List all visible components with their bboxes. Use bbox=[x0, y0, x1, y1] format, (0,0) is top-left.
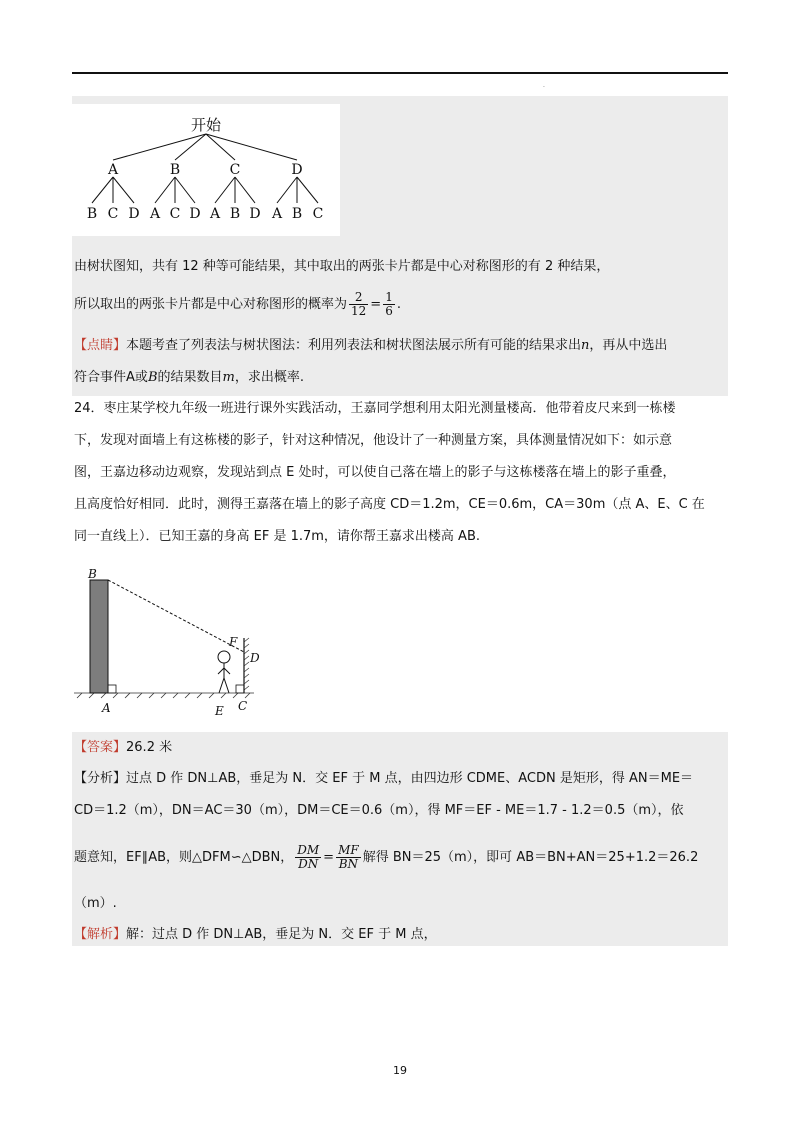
dianjing-text: ，再从中选出 bbox=[589, 338, 668, 353]
tree-root: 开始 bbox=[190, 116, 222, 134]
dianjing-text: ，求出概率. bbox=[234, 370, 304, 385]
page-number: 19 bbox=[393, 1064, 407, 1077]
question-24-line-5: 同一直线上）．已知王嘉的身高 EF 是 1.7m，请你帮王嘉求出楼高 AB. bbox=[74, 529, 481, 544]
question-24-line-3: 图，王嘉边移动边观察，发现站到点 E 处时，可以使自己落在墙上的影子与这栋楼落在墙上的影子重叠， bbox=[74, 465, 676, 480]
fraction-1-6 bbox=[383, 291, 395, 318]
fraction-denominator: DN bbox=[298, 857, 319, 871]
label-e: E bbox=[215, 704, 224, 718]
dianjing-line-1 bbox=[74, 337, 667, 355]
tree-leaf: D bbox=[189, 206, 201, 222]
probability-line bbox=[74, 291, 401, 319]
fraction-numerator: 1 bbox=[385, 290, 393, 304]
fraction-numerator: MF bbox=[338, 843, 359, 857]
dianjing-line-2 bbox=[74, 369, 304, 387]
tree-leaf: B bbox=[229, 206, 241, 222]
analysis-tag: 【分析】 bbox=[74, 771, 127, 786]
tree-leaf: B bbox=[291, 206, 303, 222]
analysis-line-2: CD＝1.2（m），DN＝AC＝30（m），DM＝CE＝0.6（m），得 MF＝EF - ME＝1.7 - 1.2＝0.5（m），依 bbox=[74, 803, 684, 818]
answer-line bbox=[74, 739, 172, 757]
label-f: F bbox=[229, 635, 238, 649]
tree-node-b: B bbox=[169, 162, 181, 178]
analysis-text: 解得 BN＝25（m），即可 AB＝BN+AN＝25+1.2＝26.2 bbox=[362, 850, 699, 865]
tree-leaf: D bbox=[249, 206, 261, 222]
dianjing-text: 本题考查了列表法与树状图法：利用列表法和树状图法展示所有可能的结果求出 bbox=[126, 338, 582, 353]
analysis-line-1 bbox=[74, 770, 693, 788]
dianjing-text: 或 bbox=[134, 370, 148, 385]
fraction-numerator: DM bbox=[297, 843, 320, 857]
analysis-text: 题意知，EF∥AB，则△DFM∽△DBN， bbox=[74, 850, 294, 865]
fraction-dm-dn bbox=[295, 844, 321, 871]
probability-text: 所以取出的两张卡片都是中心对称图形的概率为 bbox=[74, 297, 348, 312]
equals-sign: = bbox=[370, 297, 382, 312]
header-dot: . bbox=[543, 82, 545, 89]
fraction-numerator: 2 bbox=[349, 291, 368, 305]
building-shadow-figure bbox=[72, 560, 272, 720]
period: . bbox=[396, 297, 401, 312]
solution-tag: 【解析】 bbox=[74, 927, 127, 942]
label-c: C bbox=[238, 699, 248, 713]
analysis-line-4: （m）. bbox=[74, 896, 117, 911]
solution-text: 解：过点 D 作 DN⊥AB，垂足为 N．交 EF 于 M 点， bbox=[126, 927, 437, 942]
equals-sign: = bbox=[323, 850, 335, 865]
question-24-line-1: 24．枣庄某学校九年级一班进行课外实践活动，王嘉同学想利用太阳光测量楼高．他带着皮尺来到一栋楼 bbox=[74, 401, 676, 416]
event-a: A bbox=[126, 370, 135, 385]
tree-leaf: C bbox=[107, 206, 119, 222]
tree-leaf: D bbox=[128, 206, 140, 222]
fraction-denominator: BN bbox=[338, 857, 359, 871]
tree-diagram-svg bbox=[72, 104, 340, 236]
fraction-2-12 bbox=[349, 291, 368, 318]
question-24-line-4: 且高度恰好相同．此时，测得王嘉落在墙上的影子高度 CD＝1.2m，CE＝0.6m，CA＝30m（点 A、E、C 在 bbox=[74, 497, 705, 512]
tree-leaf: C bbox=[312, 206, 324, 222]
question-24-line-2: 下，发现对面墙上有这栋楼的影子，针对这种情况，他设计了一种测量方案，具体测量情况如下：如示意 bbox=[74, 433, 673, 448]
label-d: D bbox=[250, 651, 260, 665]
tree-node-c: C bbox=[229, 162, 241, 178]
tree-leaf: A bbox=[271, 206, 283, 222]
answer-tag: 【答案】 bbox=[74, 740, 127, 755]
fraction-denominator: 12 bbox=[351, 304, 367, 318]
header-rule bbox=[72, 72, 728, 74]
tree-leaf: B bbox=[86, 206, 98, 222]
tree-conclusion: 由树状图知，共有 12 种等可能结果，其中取出的两张卡片都是中心对称图形的有 2 种结果， bbox=[74, 259, 610, 274]
tree-leaf: C bbox=[169, 206, 181, 222]
variable-m: m bbox=[222, 370, 235, 385]
tree-node-d: D bbox=[291, 162, 303, 178]
variable-n: n bbox=[581, 338, 590, 353]
dianjing-text: 符合事件 bbox=[74, 370, 127, 385]
tree-diagram bbox=[72, 104, 340, 236]
answer-block-background bbox=[72, 732, 728, 946]
tree-leaf: A bbox=[149, 206, 161, 222]
building-shadow-svg bbox=[72, 560, 272, 720]
answer-value: 26.2 米 bbox=[126, 740, 173, 755]
fraction-denominator: 6 bbox=[385, 304, 393, 318]
dianjing-tag: 【点睛】 bbox=[74, 338, 127, 353]
dianjing-text: 的结果数目 bbox=[157, 370, 223, 385]
label-a: A bbox=[102, 701, 111, 715]
tree-node-a: A bbox=[107, 162, 119, 178]
solution-line bbox=[74, 926, 437, 944]
fraction-mf-bn bbox=[336, 844, 361, 871]
analysis-line-3 bbox=[74, 843, 698, 873]
event-b: B bbox=[147, 370, 158, 385]
tree-leaf: A bbox=[209, 206, 221, 222]
analysis-text: 过点 D 作 DN⊥AB，垂足为 N．交 EF 于 M 点，由四边形 CDME、ACDN 是矩形，得 AN＝ME＝ bbox=[126, 771, 694, 786]
label-b: B bbox=[88, 567, 97, 581]
